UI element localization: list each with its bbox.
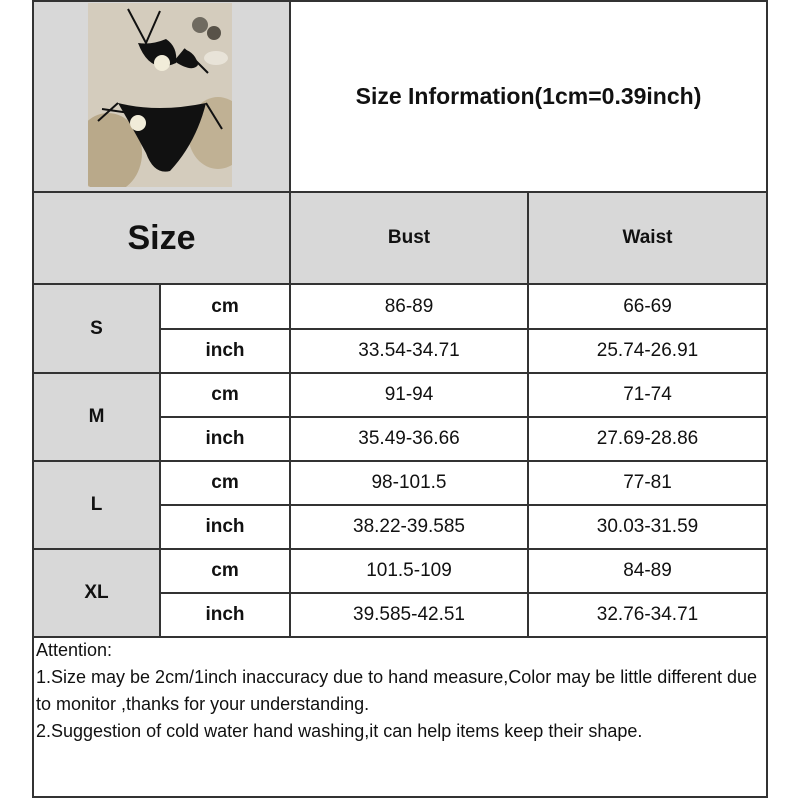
waist-cell bbox=[529, 418, 766, 460]
divider bbox=[159, 504, 768, 506]
divider bbox=[32, 460, 768, 462]
attention-line-2: 2.Suggestion of cold water hand washing,it can help items keep their shape. bbox=[36, 721, 643, 741]
unit-cell bbox=[161, 594, 289, 636]
bust-value: 86-89 bbox=[384, 295, 434, 317]
bust-cell bbox=[291, 418, 527, 460]
waist-value: 84-89 bbox=[623, 560, 672, 581]
unit-label: inch bbox=[205, 340, 245, 361]
unit-label: inch bbox=[205, 604, 245, 625]
size-label: L bbox=[90, 494, 103, 515]
bust-value: 91-94 bbox=[384, 384, 434, 405]
waist-cell bbox=[529, 550, 766, 592]
size-label: S bbox=[90, 317, 103, 339]
size-label-cell bbox=[34, 374, 159, 460]
attention-heading: Attention: bbox=[36, 640, 113, 660]
waist-cell bbox=[529, 374, 766, 416]
divider bbox=[32, 191, 768, 193]
unit-label: cm bbox=[211, 295, 239, 317]
waist-header: Waist bbox=[622, 227, 673, 248]
unit-label: cm bbox=[211, 384, 239, 405]
unit-label: cm bbox=[211, 560, 239, 581]
bust-value: 39.585-42.51 bbox=[353, 604, 465, 625]
divider bbox=[32, 283, 768, 285]
size-label-cell bbox=[34, 550, 159, 636]
unit-label: inch bbox=[205, 516, 245, 537]
divider bbox=[289, 0, 291, 638]
divider bbox=[159, 283, 161, 638]
bust-value: 38.22-39.585 bbox=[353, 516, 465, 537]
size-label: XL bbox=[84, 582, 109, 603]
waist-value: 27.69-28.86 bbox=[596, 428, 699, 449]
bust-header: Bust bbox=[387, 227, 431, 248]
unit-cell bbox=[161, 330, 289, 372]
bust-cell bbox=[291, 462, 527, 504]
size-header: Size bbox=[127, 218, 196, 257]
size-header-cell bbox=[34, 193, 289, 283]
bikini-photo-icon bbox=[88, 3, 232, 187]
unit-label: cm bbox=[211, 472, 239, 493]
divider bbox=[159, 416, 768, 418]
unit-label: inch bbox=[205, 428, 245, 449]
divider bbox=[32, 372, 768, 374]
bust-value: 33.54-34.71 bbox=[358, 340, 460, 361]
waist-cell bbox=[529, 462, 766, 504]
bust-value: 101.5-109 bbox=[366, 560, 452, 581]
divider bbox=[159, 592, 768, 594]
bust-cell bbox=[291, 550, 527, 592]
waist-cell bbox=[529, 594, 766, 636]
divider bbox=[32, 548, 768, 550]
waist-cell bbox=[529, 506, 766, 548]
bust-cell bbox=[291, 594, 527, 636]
unit-cell bbox=[161, 418, 289, 460]
waist-header-cell bbox=[529, 193, 766, 283]
waist-cell bbox=[529, 285, 766, 328]
size-label-cell bbox=[34, 462, 159, 548]
bust-cell bbox=[291, 374, 527, 416]
waist-value: 25.74-26.91 bbox=[596, 340, 699, 361]
size-label: M bbox=[88, 406, 105, 427]
unit-cell bbox=[161, 462, 289, 504]
size-label-cell bbox=[34, 285, 159, 372]
bust-value: 98-101.5 bbox=[371, 472, 447, 493]
page-title: Size Information(1cm=0.39inch) bbox=[355, 83, 702, 109]
waist-cell bbox=[529, 330, 766, 372]
unit-cell bbox=[161, 374, 289, 416]
waist-value: 32.76-34.71 bbox=[596, 604, 699, 625]
waist-value: 30.03-31.59 bbox=[596, 516, 699, 537]
waist-value: 77-81 bbox=[623, 472, 672, 493]
unit-cell bbox=[161, 285, 289, 328]
waist-value: 66-69 bbox=[623, 295, 672, 317]
bust-header-cell bbox=[291, 193, 527, 283]
bust-cell bbox=[291, 285, 527, 328]
bust-cell bbox=[291, 330, 527, 372]
divider bbox=[159, 328, 768, 330]
unit-cell bbox=[161, 550, 289, 592]
product-photo bbox=[88, 3, 232, 187]
bust-cell bbox=[291, 506, 527, 548]
attention-line-1: 1.Size may be 2cm/1inch inaccuracy due to hand measure,Color may be little different due to monitor ,thanks for your understanding. bbox=[36, 667, 758, 714]
waist-value: 71-74 bbox=[623, 384, 672, 405]
divider bbox=[527, 191, 529, 638]
unit-cell bbox=[161, 506, 289, 548]
title-cell bbox=[291, 2, 766, 191]
attention-notes bbox=[34, 637, 766, 745]
bust-value: 35.49-36.66 bbox=[358, 428, 460, 449]
